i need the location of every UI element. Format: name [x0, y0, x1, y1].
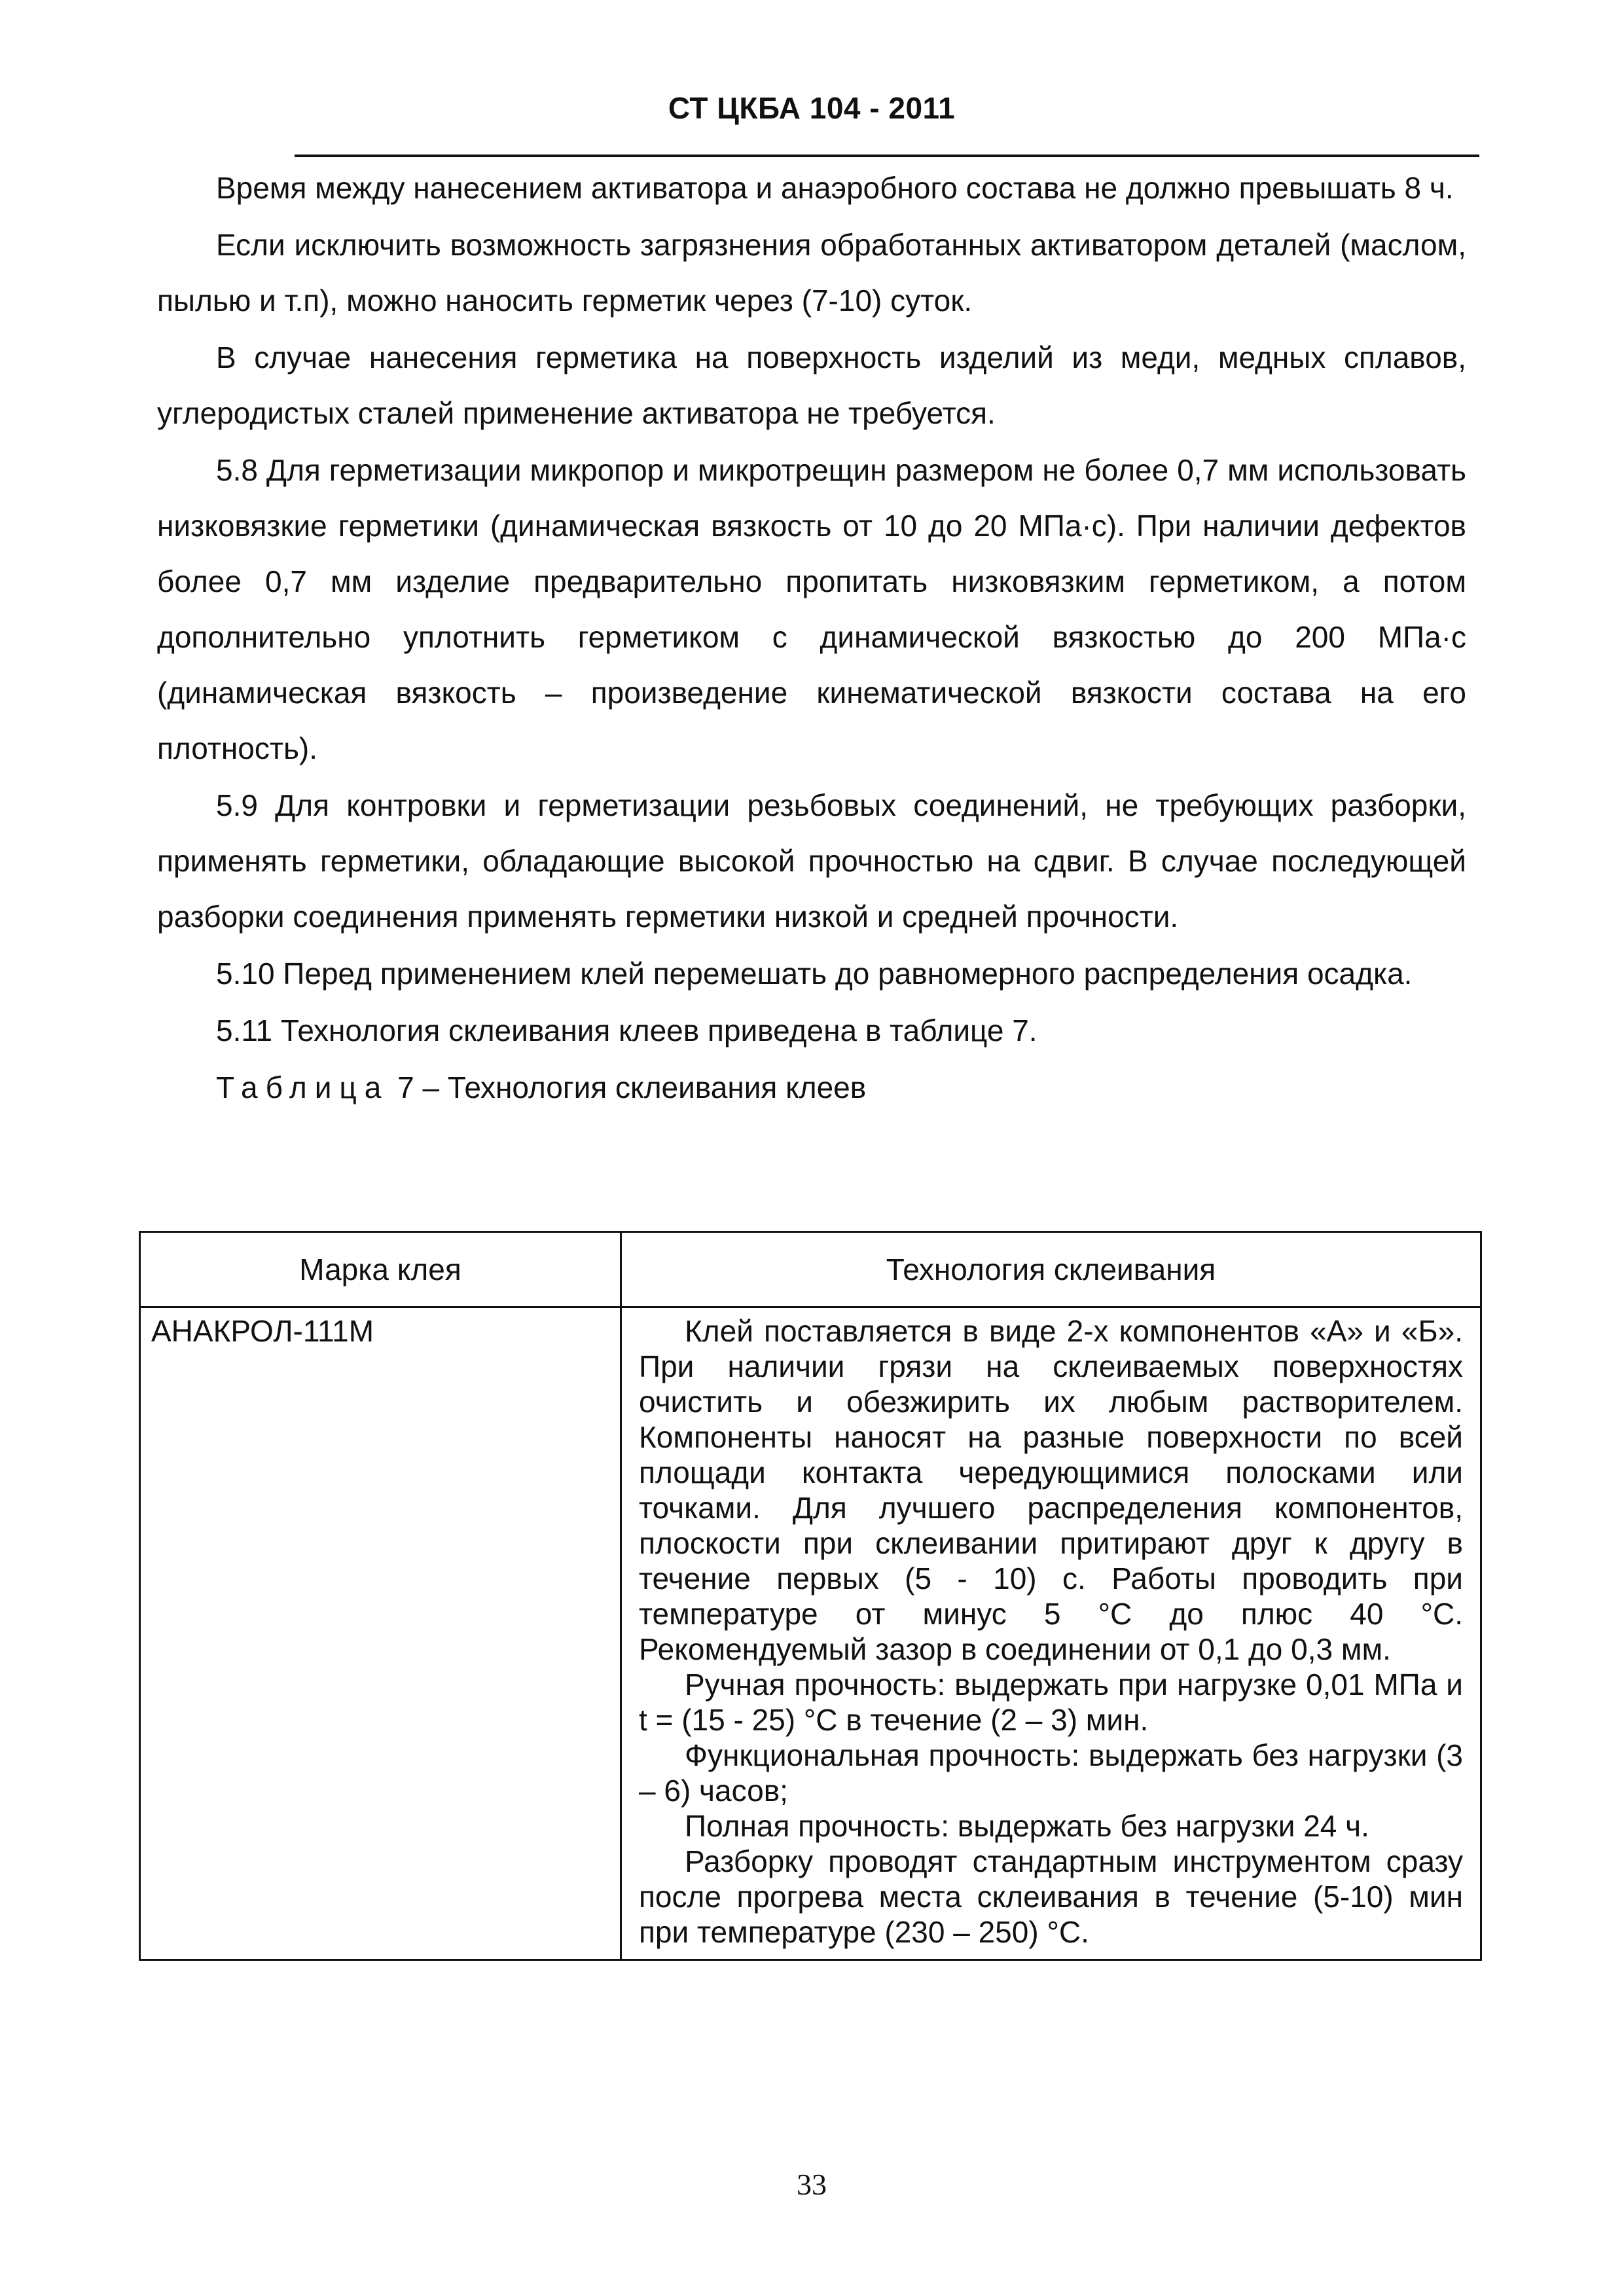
- paragraph-5-8: 5.8 Для герметизации микропор и микротрещин размером не более 0,7 мм использовать низковязкие герметики (динамическая вязкость от 10 до 20 МПа·с). При наличии дефектов более 0,7 мм изделие предварительно пропитать низковязким герметиком, а потом дополнительно уплотнить герметиком с динамической вязкостью до 200 МПа·с (динамическая вязкость – произведение кинематической вязкости состава на его плотность).: [157, 453, 1466, 765]
- technology-text-procedure: Клей поставляется в виде 2-х компонентов «А» и «Б». При наличии грязи на склеиваемых поверхностях очистить и обезжирить их любым растворителем. Компоненты наносят на разные поверхности по всей площади контакта чередующимися полосками или точками. Для лучшего распределения компонентов, плоскости при склеивании притирают друг к другу в течение первых (5 - 10) с. Работы проводить при температуре от минус 5 °С до плюс 40 °С. Рекомендуемый зазор в соединении от 0,1 до 0,3 мм.: [639, 1314, 1463, 1666]
- column-header-brand: Марка клея: [140, 1232, 621, 1307]
- table-header-row: [140, 1232, 1481, 1307]
- technology-text-disassembly: Разборку проводят стандартным инструментом сразу после прогрева места склеивания в течение (5-10) мин при температуре (230 – 250) °С.: [639, 1844, 1463, 1949]
- paragraph-5-10: 5.10 Перед применением клей перемешать до равномерного распределения осадка.: [216, 957, 1413, 991]
- glue-technology-table: [139, 1231, 1482, 1961]
- technology-text-handling-strength: Ручная прочность: выдержать при нагрузке 0,01 МПа и t = (15 - 25) °С в течение (2 – 3) мин.: [639, 1667, 1463, 1737]
- cell-technology: [621, 1307, 1481, 1960]
- technology-text-functional-strength: Функциональная прочность: выдержать без нагрузки (3 – 6) часов;: [639, 1738, 1463, 1808]
- paragraph-5-9: 5.9 Для контровки и герметизации резьбовых соединений, не требующих разборки, применять герметики, обладающие высокой прочностью на сдвиг. В случае последующей разборки соединения применять герметики низкой и средней прочности.: [157, 788, 1466, 934]
- technology-text-full-strength: Полная прочность: выдержать без нагрузки 24 ч.: [685, 1809, 1369, 1843]
- page-number: 33: [797, 2168, 827, 2201]
- body-text: [157, 160, 1466, 1116]
- paragraph-activator-time: Время между нанесением активатора и анаэробного состава не должно превышать 8 ч.: [216, 171, 1454, 205]
- paragraph-contamination: Если исключить возможность загрязнения обработанных активатором деталей (маслом, пылью и т.п), можно наносить герметик через (7-10) суток.: [157, 228, 1466, 318]
- paragraph-5-11: 5.11 Технология склеивания клеев приведена в таблице 7.: [216, 1013, 1038, 1048]
- table-caption-title: 7 – Технология склеивания клеев: [389, 1070, 867, 1104]
- cell-brand: АНАКРОЛ-111М: [140, 1307, 621, 1960]
- table-caption: [157, 1060, 1466, 1116]
- table-caption-label: Таблица: [216, 1070, 389, 1104]
- document-header-title: СТ ЦКБА 104 - 2011: [668, 91, 956, 125]
- header-rule: [295, 155, 1479, 157]
- paragraph-copper-alloys: В случае нанесения герметика на поверхность изделий из меди, медных сплавов, углеродистых сталей применение активатора не требуется.: [157, 340, 1466, 430]
- column-header-technology: Технология склеивания: [621, 1232, 1481, 1307]
- table-row: [140, 1307, 1481, 1960]
